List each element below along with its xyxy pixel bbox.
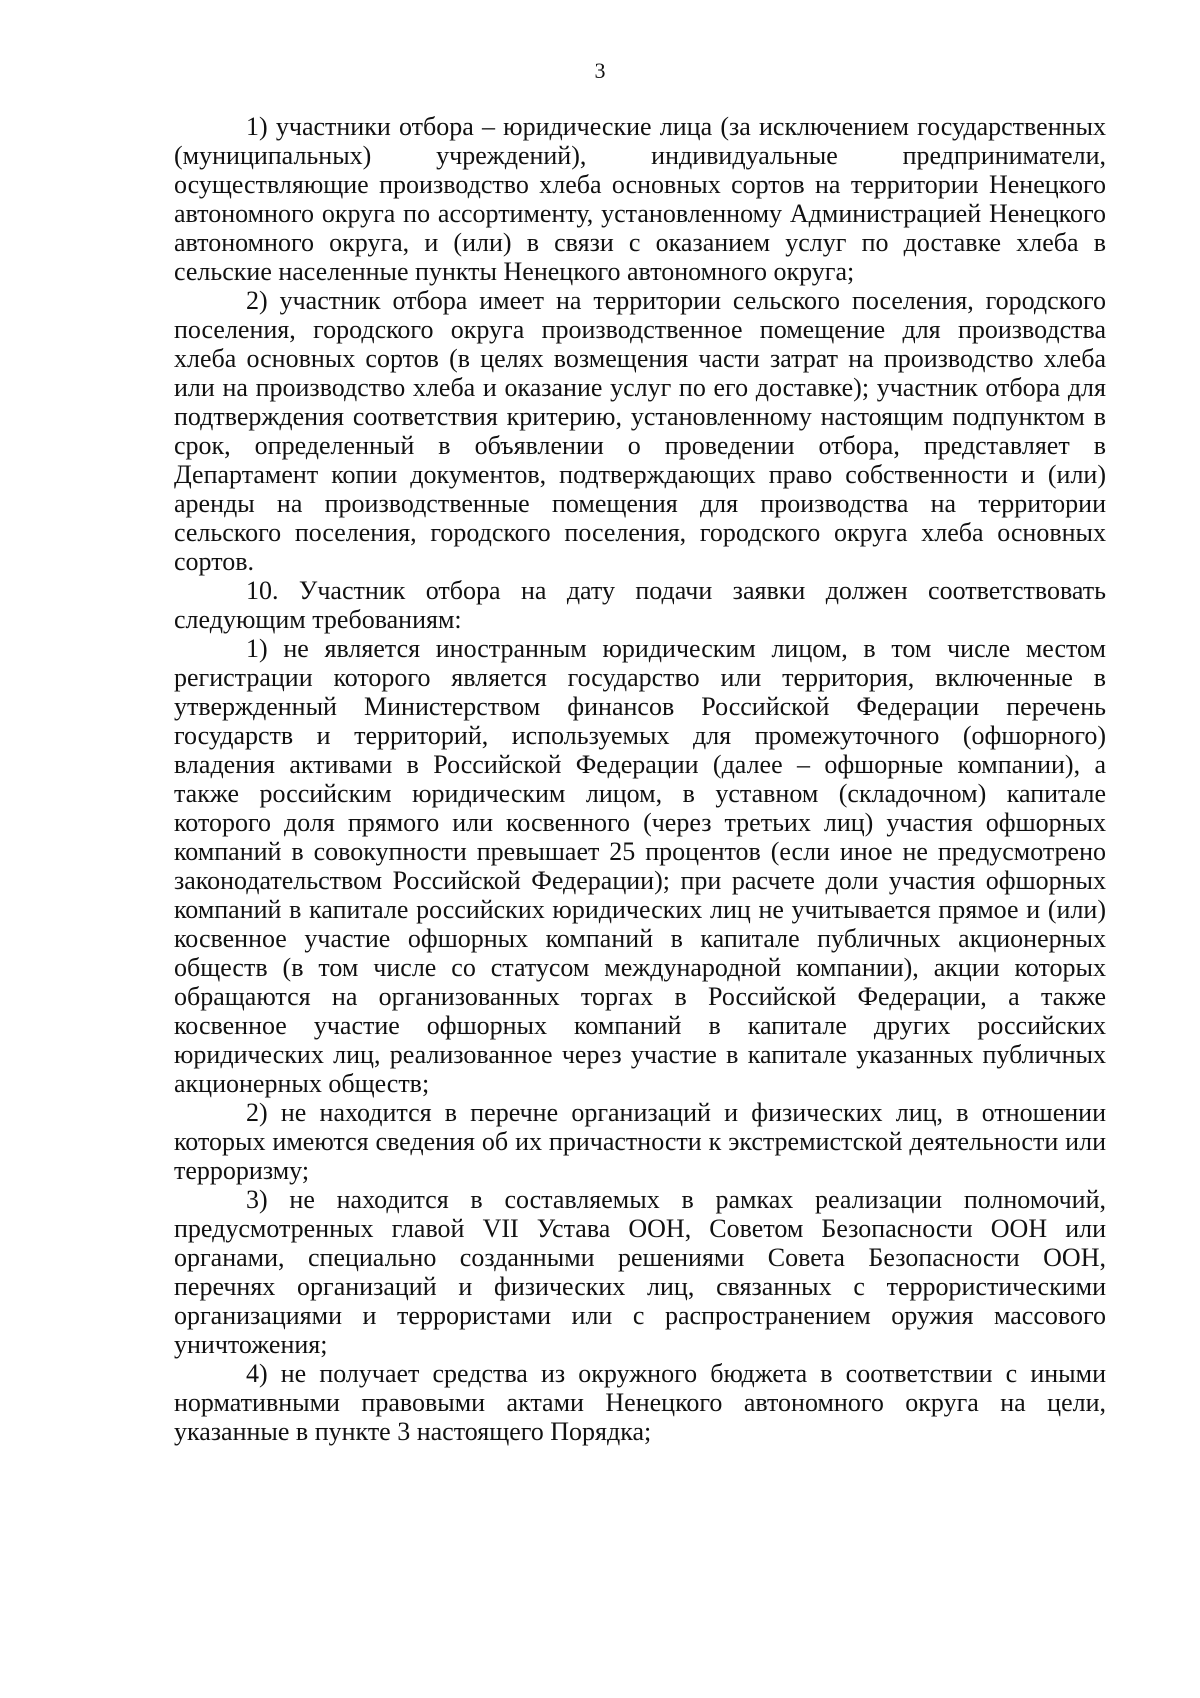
document-body: [174, 112, 1106, 1446]
paragraph-participants-legal-entities: 1) участники отбора – юридические лица (за исключением государственных (муниципальных) учреждений), индивидуальные предприниматели, осуществляющие производство хлеба основных сортов на территории Ненецкого автономного округа по ассортименту, установленному Администрацией Ненецкого автономного округа, и (или) в связи с оказанием услуг по доставке хлеба в сельские населенные пункты Ненецкого автономного округа;: [174, 112, 1106, 286]
paragraph-not-extremist-list: 2) не находится в перечне организаций и физических лиц, в отношении которых имеются сведения об их причастности к экстремистской деятельности или терроризму;: [174, 1098, 1106, 1185]
paragraph-not-un-list: 3) не находится в составляемых в рамках реализации полномочий, предусмотренных главой VII Устава ООН, Советом Безопасности ООН или органами, специально созданными решениями Совета Безопасности ООН, перечнях организаций и физических лиц, связанных с террористическими организациями и террористами или с распространением оружия массового уничтожения;: [174, 1185, 1106, 1359]
paragraph-production-premises: 2) участник отбора имеет на территории сельского поселения, городского поселения, городского округа производственное помещение для производства хлеба основных сортов (в целях возмещения части затрат на производство хлеба или на производство хлеба и оказание услуг по его доставке); участник отбора для подтверждения соответствия критерию, установленному настоящим подпунктом в срок, определенный в объявлении о проведении отбора, представляет в Департамент копии документов, подтверждающих право собственности и (или) аренды на производственные помещения для производства на территории сельского поселения, городского поселения, городского округа хлеба основных сортов.: [174, 286, 1106, 576]
page-number: 3: [594, 58, 606, 83]
paragraph-no-other-budget-funds: 4) не получает средства из окружного бюджета в соответствии с иными нормативными правовыми актами Ненецкого автономного округа на цели, указанные в пункте 3 настоящего Порядка;: [174, 1359, 1106, 1446]
paragraph-not-foreign-entity: 1) не является иностранным юридическим лицом, в том числе местом регистрации которого является государство или территория, включенные в утвержденный Министерством финансов Российской Федерации перечень государств и территорий, используемых для промежуточного (офшорного) владения активами в Российской Федерации (далее – офшорные компании), а также российским юридическим лицом, в уставном (складочном) капитале которого доля прямого или косвенного (через третьих лиц) участия офшорных компаний в совокупности превышает 25 процентов (если иное не предусмотрено законодательством Российской Федерации); при расчете доли участия офшорных компаний в капитале российских юридических лиц не учитывается прямое и (или) косвенное участие офшорных компаний в капитале публичных акционерных обществ (в том числе со статусом международной компании), акции которых обращаются на организованных торгах в Российской Федерации, а также косвенное участие офшорных компаний в капитале других российских юридических лиц, реализованное через участие в капитале указанных публичных акционерных обществ;: [174, 634, 1106, 1098]
paragraph-item-10-requirements: 10. Участник отбора на дату подачи заявки должен соответствовать следующим требованиям:: [174, 576, 1106, 634]
